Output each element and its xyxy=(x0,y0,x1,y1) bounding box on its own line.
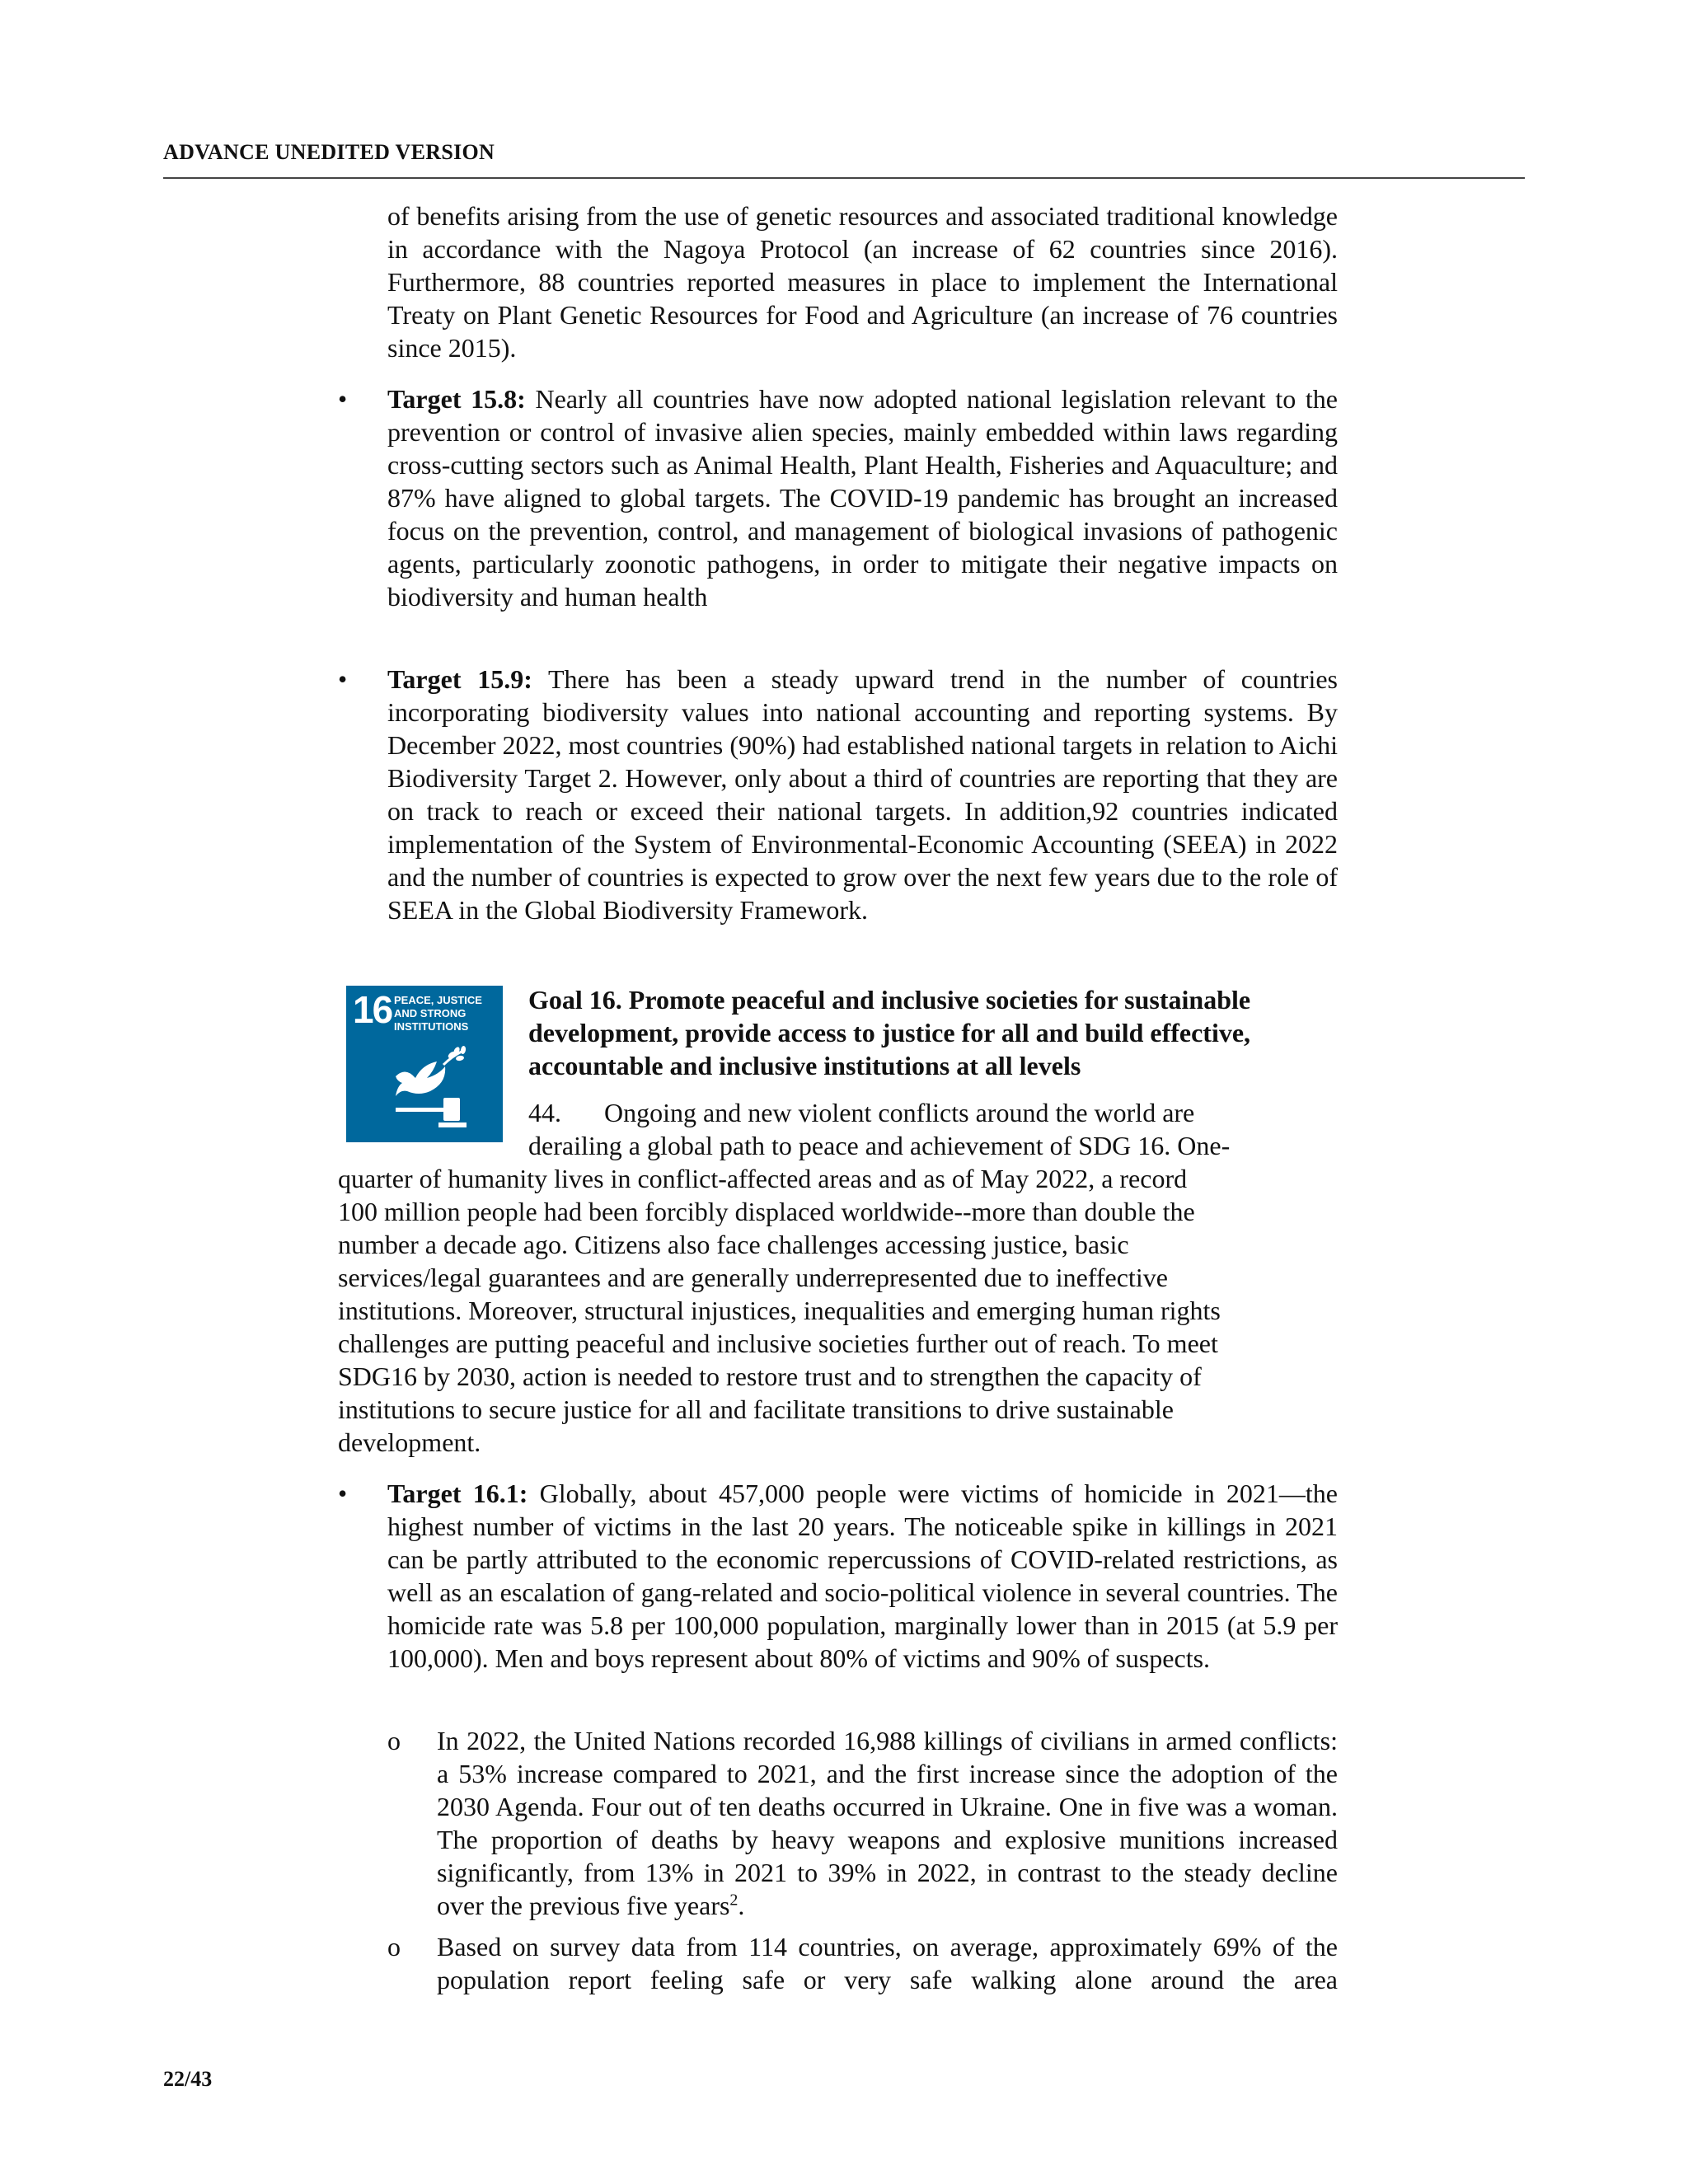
target-15-8-paragraph xyxy=(387,382,1338,613)
subitem-text: In 2022, the United Nations recorded 16,988 killings of civilians in armed conflicts: a 53% increase compared to 2021, and the first increase since the adoption of the 2030 Agenda. Four out of ten deaths occurred in Ukraine. One in five was a woman. The proportion of deaths by heavy weapons and explosive munitions increased significantly, from 13% in 2021 to 39% in 2022, in contrast to the steady decline over the previous five years xyxy=(437,1726,1338,1920)
paragraph-line: quarter of humanity lives in conflict-affected areas and as of May 2022, a record xyxy=(338,1164,1188,1193)
paragraph-line: development. xyxy=(338,1427,481,1457)
page-number: 22/43 xyxy=(163,2067,213,2091)
paragraph-line: 100 million people had been forcibly displaced worldwide--more than double the xyxy=(338,1197,1195,1226)
goal-heading-line: development, provide access to justice for all and build effective, xyxy=(528,1018,1251,1047)
paragraph-line: institutions. Moreover, structural injustices, inequalities and emerging human rights xyxy=(338,1296,1221,1325)
subitem-paragraph xyxy=(437,1930,1338,1996)
subitem-marker: o xyxy=(387,1932,401,1961)
goal-icon-label-line: INSTITUTIONS xyxy=(394,1020,469,1033)
subitem-marker: o xyxy=(387,1726,401,1755)
target-text: Globally, about 457,000 people were victims of homicide in 2021—the highest number of victims in the last 20 years. The noticeable spike in killings in 2021 can be partly attributed to the economic repercussions of COVID-related restrictions, as well as an escalation of gang-related and socio-political violence in several countries. The homicide rate was 5.8 per 100,000 population, marginally lower than in 2015 (at 5.9 per 100,000). Men and boys represent about 80% of victims and 90% of suspects. xyxy=(387,1479,1339,1673)
bullet-marker: • xyxy=(338,384,348,414)
dove-gavel-icon xyxy=(346,986,503,1142)
paragraph-line: services/legal guarantees and are generally underrepresented due to ineffective xyxy=(338,1263,1168,1292)
goal-heading-line: accountable and inclusive institutions at all levels xyxy=(528,1051,1081,1080)
subitem-text: Based on survey data from 114 countries, on average, approximately 69% of the population report feeling safe or very safe walking alone around the area xyxy=(437,1932,1338,1994)
bullet-marker: • xyxy=(338,1479,348,1508)
sdg-16-icon xyxy=(346,986,503,1142)
paragraph-line: challenges are putting peaceful and inclusive societies further out of reach. To meet xyxy=(338,1329,1218,1358)
goal-heading-line: Goal 16. Promote peaceful and inclusive societies for sustainable xyxy=(528,985,1251,1015)
target-label: Target 15.9: xyxy=(387,664,532,694)
paragraph-line: derailing a global path to peace and achievement of SDG 16. One- xyxy=(528,1131,1231,1160)
document-header: ADVANCE UNEDITED VERSION xyxy=(163,140,495,164)
goal-icon-label-line: AND STRONG xyxy=(394,1007,467,1019)
continuation-paragraph: of benefits arising from the use of genetic resources and associated traditional knowledge in accordance with the Nagoya Protocol (an increase of 62 countries since 2016). Furthermore, 88 countries reported measures in place to implement the International Treaty on Plant Genetic Resources for Food and Agriculture (an increase of 76 countries since 2015). xyxy=(387,201,1338,363)
paragraph-line: SDG16 by 2030, action is needed to restore trust and to strengthen the capacity of xyxy=(338,1361,1202,1391)
subitem-paragraph xyxy=(437,1724,1338,1922)
goal-number: 16 xyxy=(353,988,392,1031)
target-16-1-paragraph xyxy=(387,1477,1338,1675)
target-15-9-paragraph xyxy=(387,663,1338,926)
subitem-tail: . xyxy=(738,1891,745,1920)
paragraph-line: institutions to secure justice for all and facilitate transitions to drive sustainable xyxy=(338,1394,1174,1424)
target-text: There has been a steady upward trend in the number of countries incorporating biodiversity values into national accounting and reporting systems. By December 2022, most countries (90%) had established national targets in relation to Aichi Biodiversity Target 2. However, only about a third of countries are reporting that they are on track to reach or exceed their national targets. In addition,92 countries indicated implementation of the System of Environmental-Economic Accounting (SEEA) in 2022 and the number of countries is expected to grow over the next few years due to the role of SEEA in the Global Biodiversity Framework. xyxy=(387,664,1339,925)
goal-16-heading xyxy=(528,983,1353,1082)
paragraph-number: 44. xyxy=(528,1098,561,1127)
paragraph-first-line: Ongoing and new violent conflicts around the world are xyxy=(604,1098,1195,1127)
footnote-ref[interactable]: 2 xyxy=(729,1891,738,1910)
paragraph-line: number a decade ago. Citizens also face challenges accessing justice, basic xyxy=(338,1230,1129,1259)
target-text: Nearly all countries have now adopted national legislation relevant to the prevention or control of invasive alien species, mainly embedded within laws regarding cross-cutting sectors such as Animal Health, Plant Health, Fisheries and Aquaculture; and 87% have aligned to global targets. The COVID-19 pandemic has brought an increased focus on the prevention, control, and management of biological invasions of pathogenic agents, particularly zoonotic pathogens, in order to mitigate their negative impacts on biodiversity and human health xyxy=(387,384,1339,612)
header-divider xyxy=(163,177,1525,179)
goal-icon-label-line: PEACE, JUSTICE xyxy=(394,994,482,1006)
target-label: Target 16.1: xyxy=(387,1479,528,1508)
bullet-marker: • xyxy=(338,664,348,694)
target-label: Target 15.8: xyxy=(387,384,526,414)
